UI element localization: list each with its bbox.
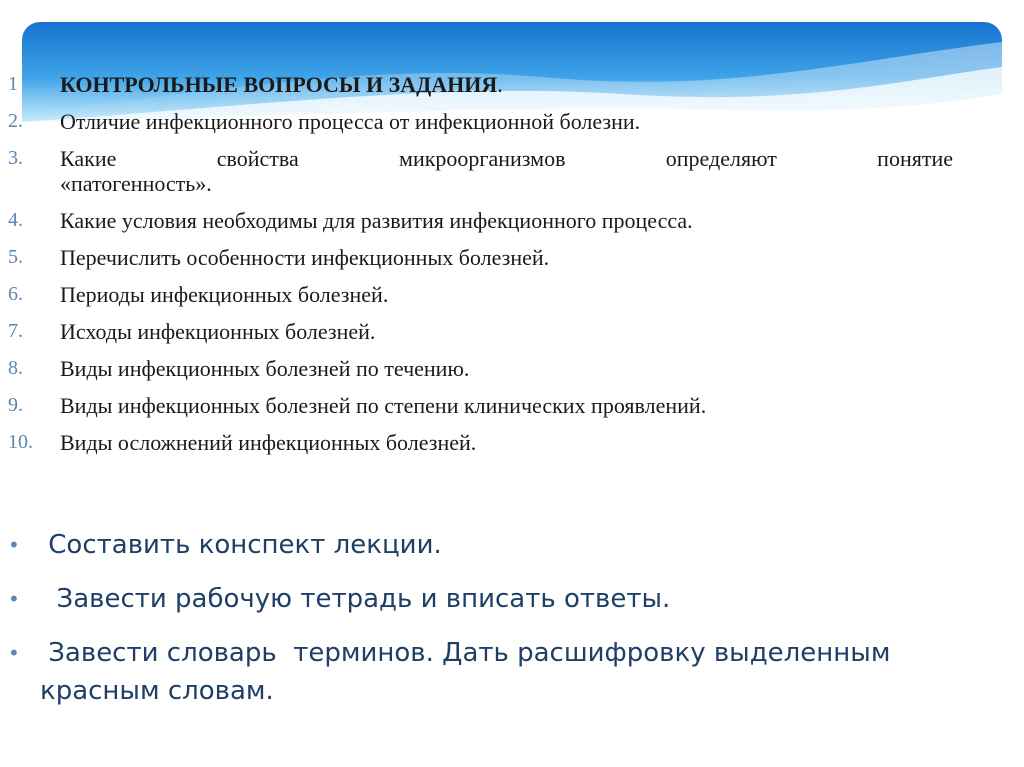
list-number: 1 xyxy=(8,73,18,95)
list-item xyxy=(8,245,953,270)
list-number: 6. xyxy=(8,283,23,305)
task-item xyxy=(8,634,968,710)
list-text: Какие свойства микроорганизмов определяют понятие xyxy=(60,146,953,171)
list-text: Какие условия необходимы для развития инфекционного процесса. xyxy=(60,208,693,233)
list-item xyxy=(8,282,953,307)
questions-list xyxy=(8,72,953,467)
list-text: Исходы инфекционных болезней. xyxy=(60,319,376,344)
list-item xyxy=(8,72,953,97)
bullet-icon: • xyxy=(8,587,20,611)
task-text: Завести рабочую тетрадь и вписать ответы. xyxy=(40,584,671,614)
list-text: Перечислить особенности инфекционных болезней. xyxy=(60,245,550,270)
tasks-list xyxy=(8,526,968,726)
list-item xyxy=(8,319,953,344)
list-item xyxy=(8,208,953,233)
list-item xyxy=(8,393,953,418)
list-item xyxy=(8,356,953,381)
heading-period: . xyxy=(497,72,503,97)
bullet-icon: • xyxy=(8,533,20,557)
task-item xyxy=(8,580,968,618)
task-text: Завести словарь терминов. Дать расшифровку выделенным красным словам. xyxy=(40,638,899,706)
list-number: 9. xyxy=(8,394,23,416)
list-text: Виды инфекционных болезней по степени клинических проявлений. xyxy=(60,393,707,418)
list-number: 3. xyxy=(8,147,23,169)
list-number: 10. xyxy=(8,431,33,453)
task-text: Составить конспект лекции. xyxy=(40,530,442,560)
list-heading: КОНТРОЛЬНЫЕ ВОПРОСЫ И ЗАДАНИЯ xyxy=(60,72,498,97)
list-text: Виды инфекционных болезней по течению. xyxy=(60,356,470,381)
list-number: 2. xyxy=(8,110,23,132)
list-number: 7. xyxy=(8,320,23,342)
list-number: 5. xyxy=(8,246,23,268)
list-item xyxy=(8,146,953,196)
bullet-icon: • xyxy=(8,641,20,665)
list-text-continued: «патогенность». xyxy=(60,171,212,196)
list-text: Периоды инфекционных болезней. xyxy=(60,282,389,307)
list-number: 4. xyxy=(8,209,23,231)
list-number: 8. xyxy=(8,357,23,379)
list-text: Отличие инфекционного процесса от инфекционной болезни. xyxy=(60,109,641,134)
task-item xyxy=(8,526,968,564)
list-item xyxy=(8,430,953,455)
list-item xyxy=(8,109,953,134)
list-text: Виды осложнений инфекционных болезней. xyxy=(60,430,477,455)
